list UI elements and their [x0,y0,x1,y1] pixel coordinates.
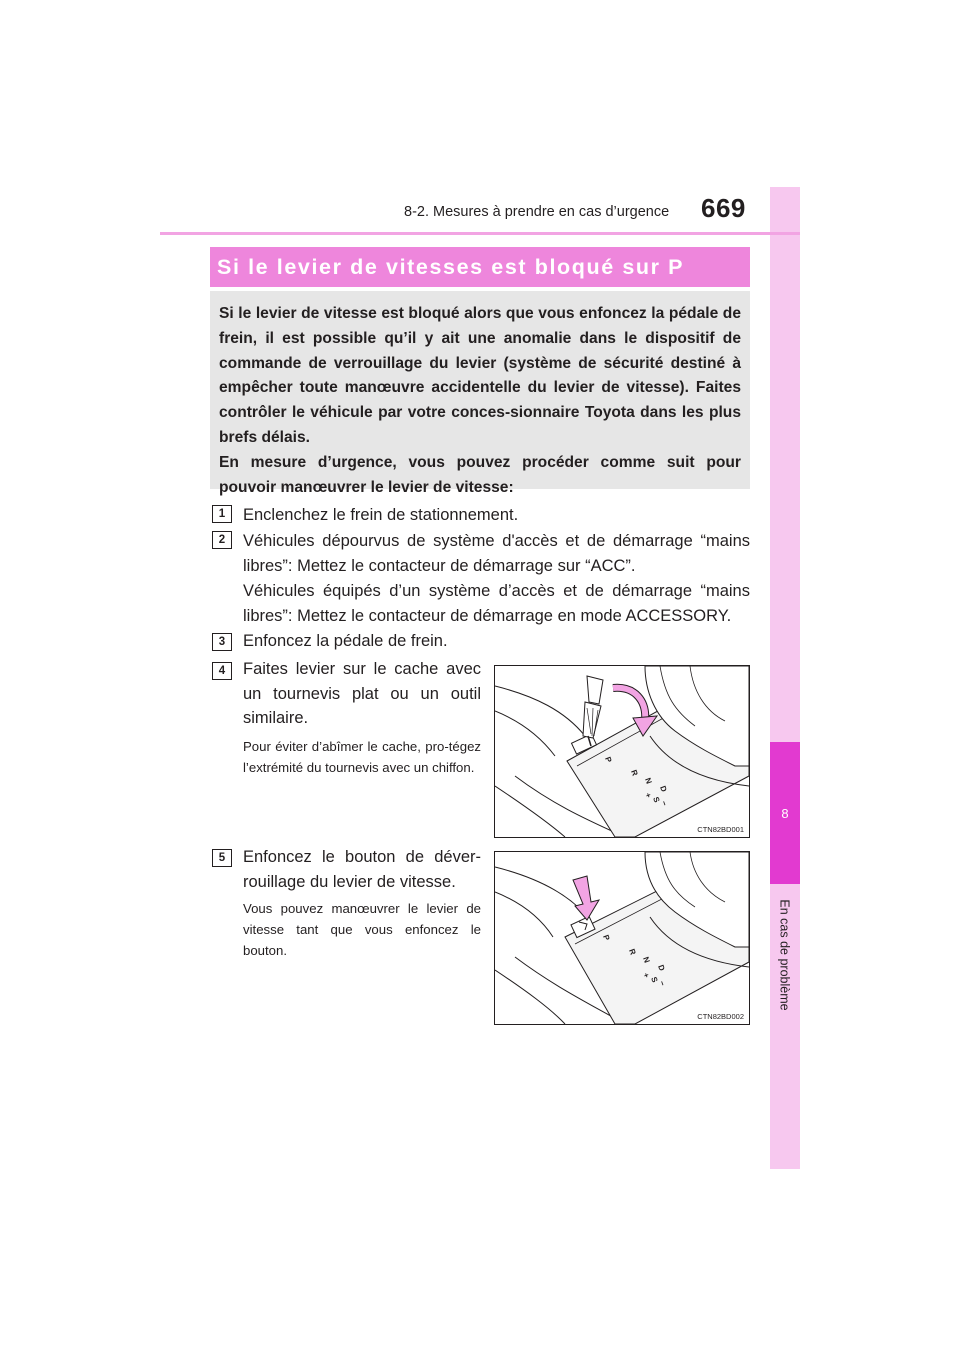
header-divider [160,232,800,235]
gate-label-r-2: R [627,947,638,957]
gate-label-minus: − [659,799,670,808]
step-text-2a: Véhicules dépourvus de système d'accès et de démarrage “mains libres”: Mettez le contacteur de démarrage sur “ACC”. [243,532,750,575]
gate-label-plus: + [643,791,654,800]
gate-label-d-2: D [656,963,667,973]
chapter-label-tab [771,895,799,1015]
step-text-2b: Véhicules équipés d’un système d’accès et de démarrage “mains libres”: Mettez le contacteur de démarrage en mode ACCESSORY. [243,582,750,625]
chapter-number: 8 [781,805,789,821]
gate-label-minus-2: − [657,979,668,988]
gate-label-n-2: N [641,955,652,965]
step-badge-1: 1 [212,505,232,523]
gate-label-p: P [603,755,614,764]
step-text-1: Enclenchez le frein de stationnement. [243,506,519,524]
step-badge-4: 4 [212,662,232,680]
step-badge-2: 2 [212,531,232,549]
chapter-tab-strip [770,187,800,1169]
gate-label-r: R [629,768,640,778]
section-title: Si le levier de vitesses est bloqué sur P [210,247,750,287]
step-note-4: Pour éviter d’abîmer le cache, pro-tégez l’extrémité du tournevis avec un chiffon. [243,739,481,775]
breadcrumb: 8-2. Mesures à prendre en cas d’urgence [404,204,670,220]
intro-box [210,291,750,496]
shift-console-illustration-2 [495,852,749,1024]
gate-label-p-2: P [601,933,612,942]
step-note-5: Vous pouvez manœuvrer le levier de vitesse tant que vous enfoncez le bouton. [243,901,481,958]
intro-paragraph: Si le levier de vitesse est bloqué alors que vous enfoncez la pédale de frein, il est possible qu’il y ait une anomalie dans le dispositif de commande de verrouillage du levier (système de sécurité destiné à empêcher toute manœuvre accidentelle du levier de vitesse). Faites contrôler le véhicule par votre conces-sionnaire Toyota dans les plus brefs délais. [219,305,741,446]
figure-screwdriver-cover [494,665,750,838]
gate-label-s-2: S [649,975,660,984]
figure-code-2: CTN82BD002 [697,1012,744,1021]
step-text-5: Enfoncez le bouton de déver-rouillage du levier de vitesse. [243,848,481,891]
step-badge-5: 5 [212,849,232,867]
chapter-number-tab[interactable] [770,742,800,884]
gate-label-s: S [651,795,662,804]
gate-label-n: N [643,776,654,786]
page-number: 669 [701,193,746,223]
figure-code-1: CTN82BD001 [697,825,744,834]
step-text-3: Enfoncez la pédale de frein. [243,632,448,650]
chapter-label: En cas de problème [778,899,792,1011]
intro-paragraph-emergency: En mesure d’urgence, vous pouvez procéder comme suit pour pouvoir manœuvrer le levier de vitesse: [219,453,741,496]
figure-release-button [494,851,750,1025]
gate-label-d: D [658,784,669,794]
step-badge-3: 3 [212,633,232,651]
shift-console-illustration-1 [495,666,749,837]
step-text-4: Faites levier sur le cache avec un tournevis plat ou un outil similaire. [243,660,481,727]
gate-label-plus-2: + [641,971,652,980]
